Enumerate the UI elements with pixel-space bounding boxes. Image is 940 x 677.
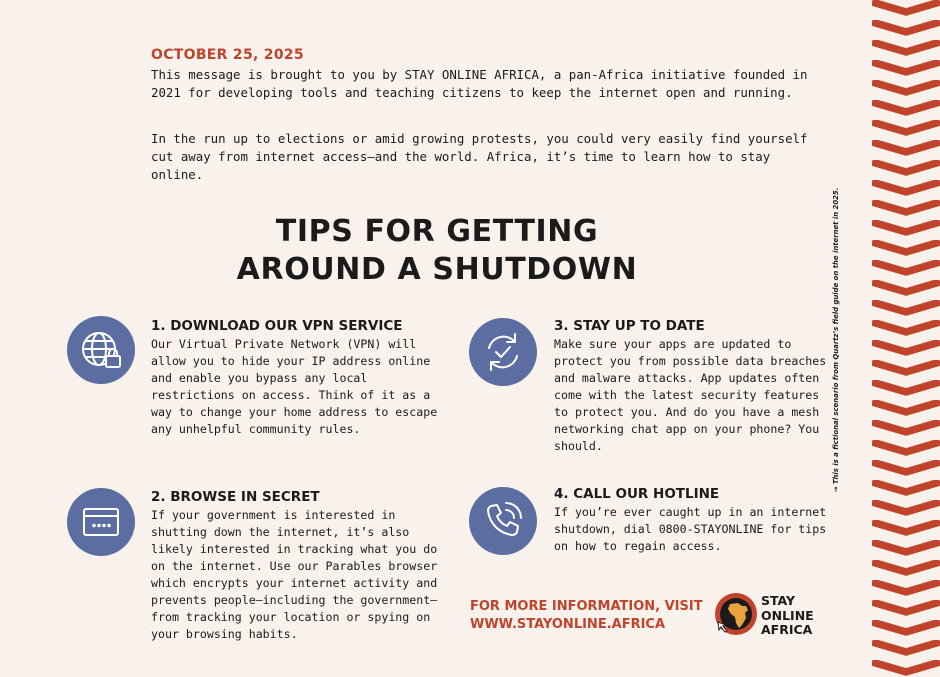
tip-body: If your government is interested in shutting down the internet, it’s also likely interested in tracking what you do on the internet. Use our Parables browser which encrypts your internet activity and prevents people—including the government—from tracking your location or spying on your browsing habits.: [151, 508, 438, 641]
globe-lock-icon: [67, 316, 135, 384]
page-title: [150, 213, 724, 289]
side-note: → This is a fictional scenario from Quartz’s field guide on the internet in 2025.: [832, 187, 840, 493]
tip-body: If you’re ever caught up in an internet shutdown, dial 0800-STAYONLINE for tips on how to regain access.: [554, 505, 827, 553]
tip-title: 3. STAY UP TO DATE: [554, 318, 705, 334]
logo-line: ONLINE: [761, 607, 814, 623]
logo-line: STAY: [761, 593, 796, 608]
tip-body: Our Virtual Private Network (VPN) will allow you to hide your IP address online and enable you bypass any local restrictions on access. Think of it as a way to change your home address to escape any unhelpful community rules.: [151, 337, 438, 436]
date-line: OCTOBER 25, 2025: [151, 47, 304, 63]
chevron-stripe-band: [872, 0, 940, 677]
browser-password-icon: [67, 488, 135, 556]
tip-title: 1. DOWNLOAD OUR VPN SERVICE: [151, 318, 403, 334]
intro-paragraph: In the run up to elections or amid growing protests, you could very easily find yourself cut away from internet access—and the world. Africa, it’s time to learn how to stay online.: [151, 131, 808, 182]
tip-title: 2. BROWSE IN SECRET: [151, 489, 320, 505]
more-info: [470, 598, 703, 634]
title-line: TIPS FOR GETTING: [275, 214, 599, 249]
website-link[interactable]: WWW.STAYONLINE.AFRICA: [470, 617, 666, 632]
logo-line: AFRICA: [761, 622, 813, 637]
tip-body: Make sure your apps are updated to protect you from possible data breaches and malware attacks. App updates often come with the latest security features to protect you. And do you have a mesh networking chat app on your phone? You should.: [554, 337, 827, 453]
logo-wordmark: [761, 594, 814, 638]
phone-call-icon: [469, 487, 537, 555]
more-info-label: FOR MORE INFORMATION, VISIT: [470, 599, 703, 614]
sync-check-icon: [469, 318, 537, 386]
tip-title: 4. CALL OUR HOTLINE: [554, 486, 720, 502]
intro-paragraph: This message is brought to you by STAY ONLINE AFRICA, a pan-Africa initiative founded in 2021 for developing tools and teaching citizens to keep the internet open and running.: [151, 67, 808, 100]
title-line: AROUND A SHUTDOWN: [236, 252, 638, 287]
africa-logo-icon: [714, 592, 758, 636]
